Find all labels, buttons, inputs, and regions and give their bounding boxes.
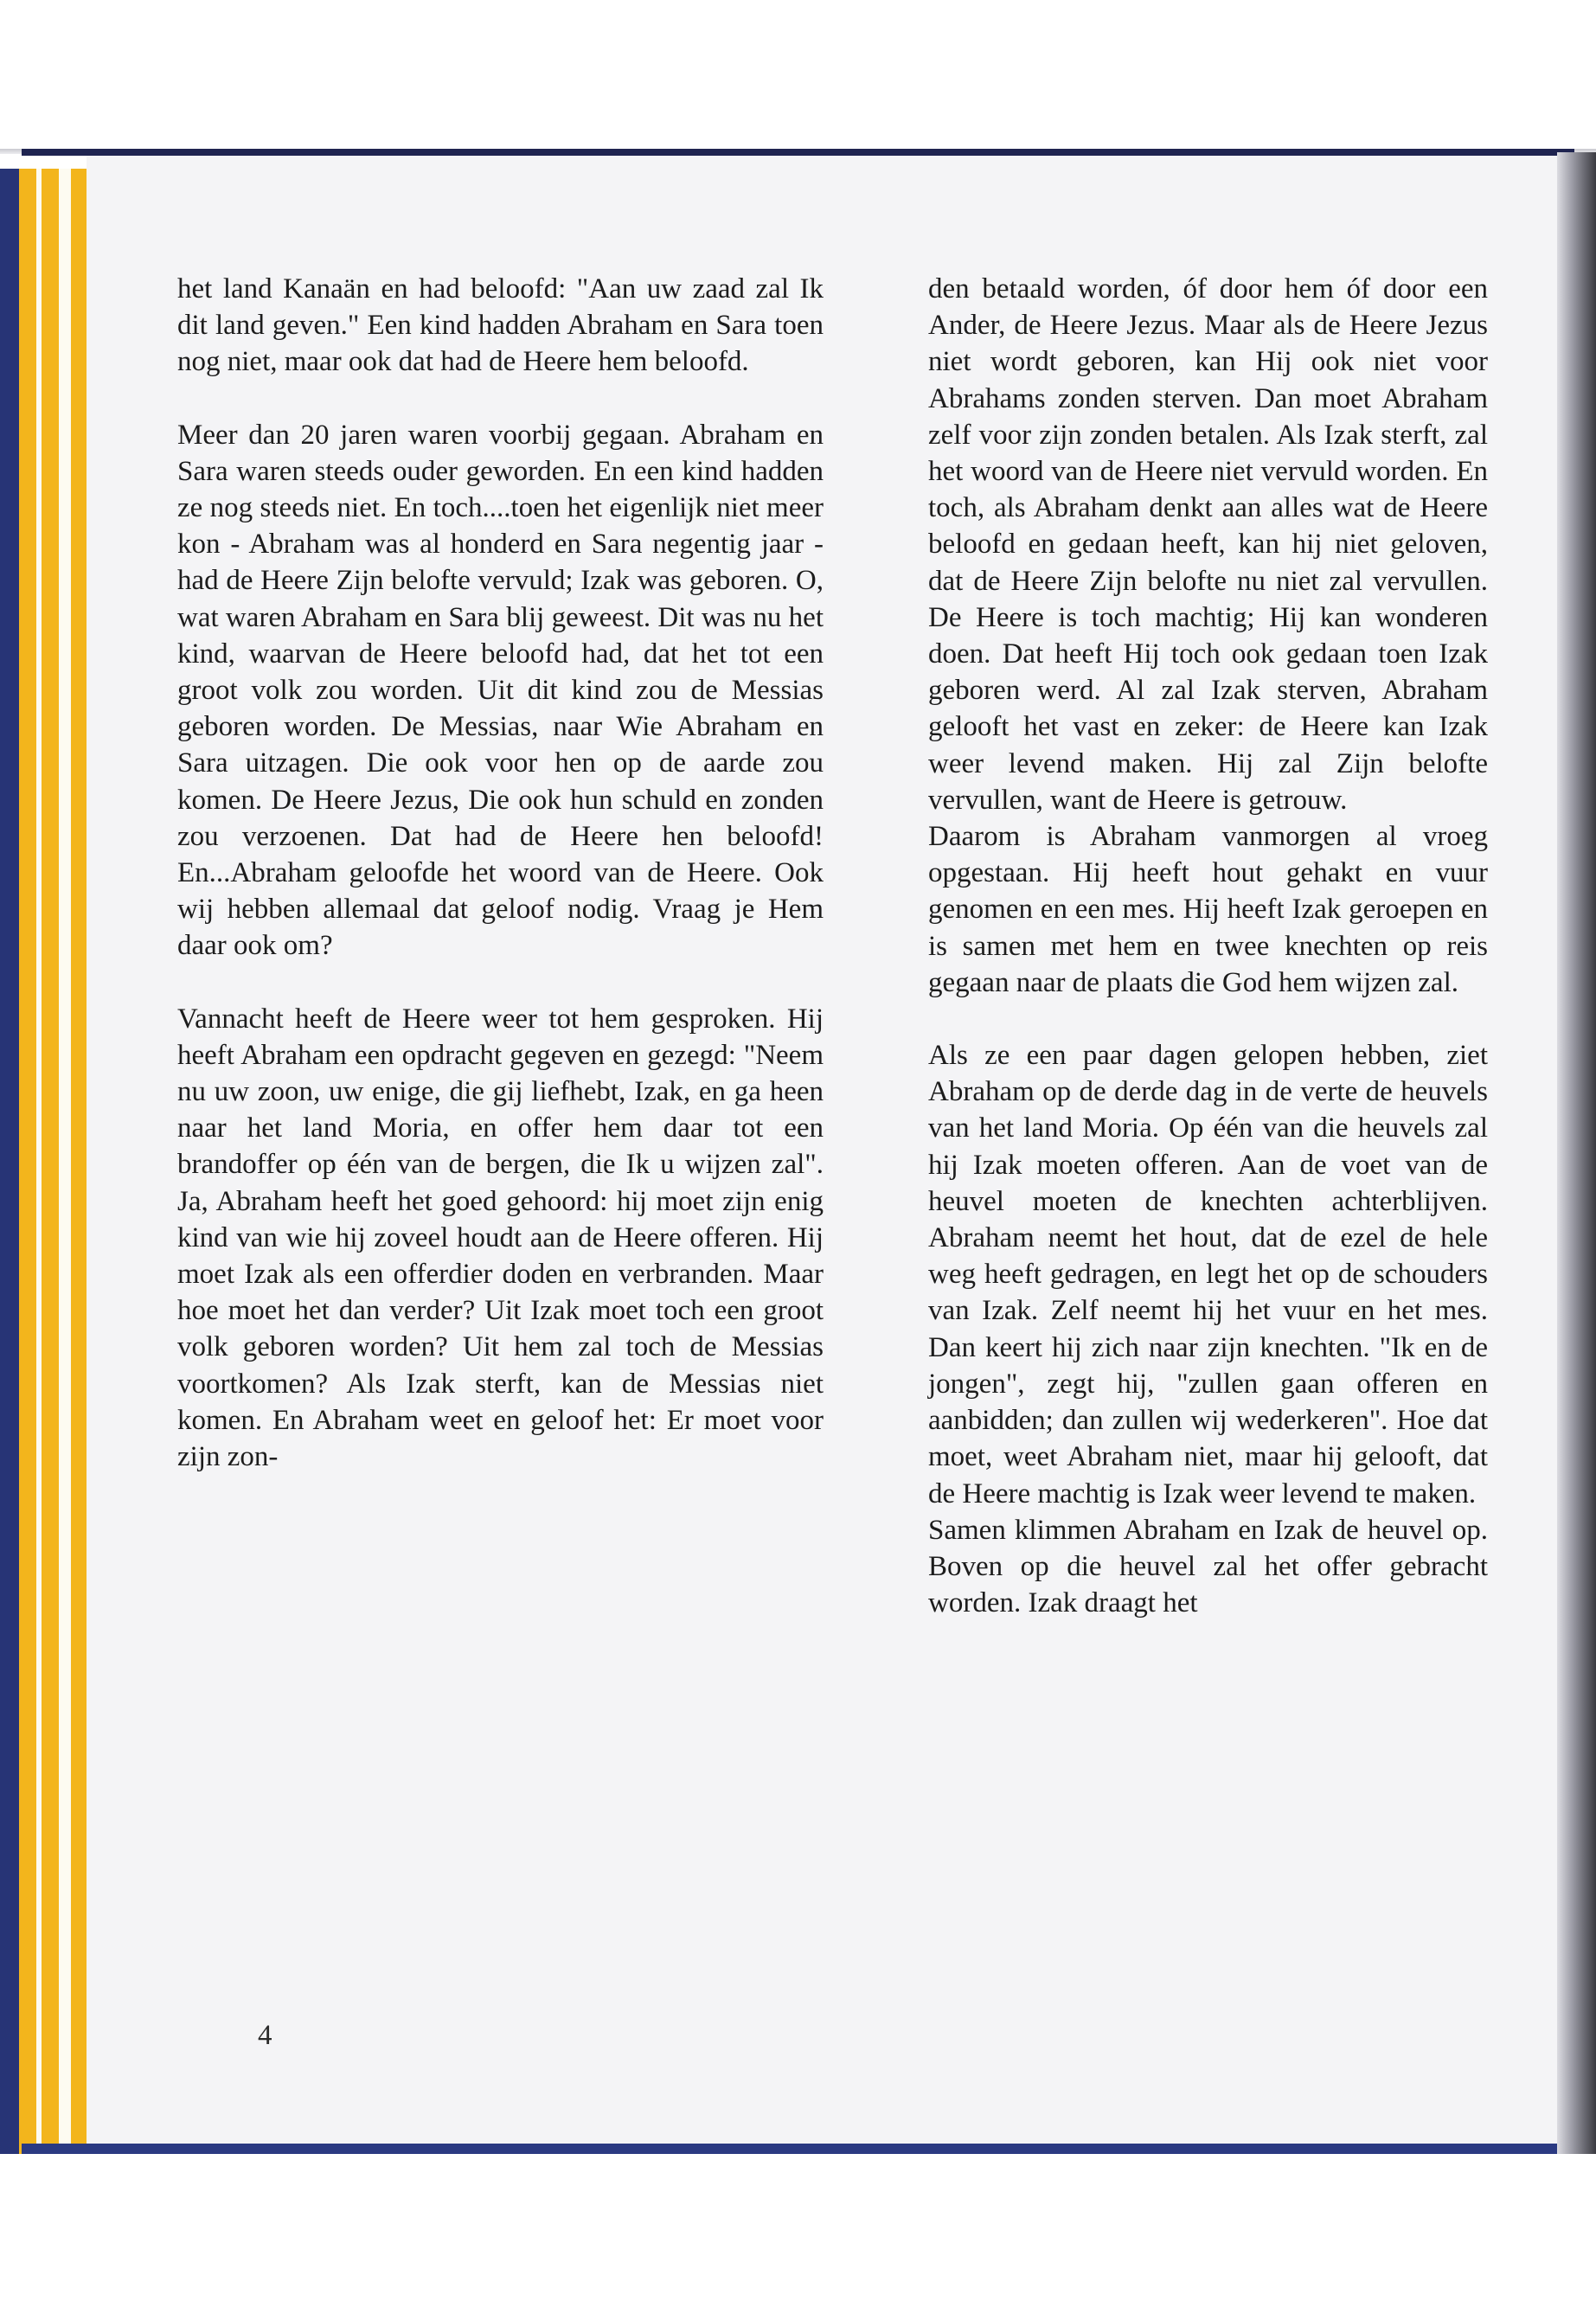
- scan-margin-bottom: [0, 2154, 1596, 2301]
- cover-edge-top: [22, 149, 1574, 156]
- paragraph: het land Kanaän en had beloofd: "Aan uw zaad zal Ik dit land geven." Een kind hadden Abraham en Sara toen nog niet, maar ook dat had de Heere hem beloofd.: [177, 273, 824, 378]
- cover-spine: [0, 169, 19, 2158]
- page-gutter-shadow: [1557, 152, 1596, 2156]
- paragraph: Daarom is Abraham vanmorgen al vroeg opgestaan. Hij heeft hout gehakt en vuur genomen en een mes. Hij heeft Izak geroepen en is samen met hem en twee knechten op reis gegaan naar de plaats die God hem wijzen zal.: [928, 821, 1488, 998]
- scan-margin-top: [0, 0, 1596, 149]
- paragraph: Vannacht heeft de Heere weer tot hem gesproken. Hij heeft Abraham een opdracht gegeven en gezegd: "Neem nu uw zoon, uw enige, die gij liefhebt, Izak, en ga heen naar het land Moria, en offer hem daar tot een brandoffer op één van de bergen, die Ik u wijzen zal". Ja, Abraham heeft het goed gehoord: hij moet zijn enig kind van wie hij zoveel houdt aan de Heere offeren. Hij moet Izak als een offerdier doden en verbranden. Maar hoe moet het dan verder? Uit Izak moet toch een groot volk geboren worden? Uit hem zal toch de Messias voortkomen? Als Izak sterft, kan de Messias niet komen. En Abraham weet en geloof het: Er moet voor zijn zon-: [177, 1003, 824, 1473]
- paragraph: Als ze een paar dagen gelopen hebben, ziet Abraham op de derde dag in de verte de heuvels van het land Moria. Op één van die heuvels zal hij Izak moeten offeren. Aan de voet van de heuvel moeten de knechten achterblijven. Abraham neemt het hout, dat de ezel de hele weg heeft gedragen, en legt het op de schouders van Izak. Zelf neemt hij het vuur en het mes. Dan keert hij zich naar zijn knechten. "Ik en de jongen", zegt hij, "zullen gaan offeren en aanbidden; dan zullen wij wederkeren". Hoe dat moet, weet Abraham niet, maar hij gelooft, dat de Heere machtig is Izak weer levend te maken.: [928, 1040, 1488, 1509]
- text-column-left: [177, 271, 824, 1475]
- page-edge-stripe: [42, 169, 59, 2154]
- paragraph: Samen klimmen Abraham en Izak de heuvel op. Boven op die heuvel zal het offer gebracht worden. Izak draagt het: [928, 1514, 1488, 1619]
- text-column-right: [928, 271, 1488, 1621]
- page-number: 4: [258, 2020, 272, 2051]
- page-edge-stripe: [19, 169, 36, 2154]
- page-edge-stripe: [71, 169, 87, 2154]
- page-edge-gap: [59, 169, 71, 2154]
- paragraph: Meer dan 20 jaren waren voorbij gegaan. Abraham en Sara waren steeds ouder geworden. En een kind hadden ze nog steeds niet. En toch....toen het eigenlijk niet meer kon - Abraham was al honderd en Sara negentig jaar - had de Heere Zijn belofte vervuld; Izak was geboren. O, wat waren Abraham en Sara blij geweest. Dit was nu het kind, waarvan de Heere beloofd had, dat het tot een groot volk zou worden. Uit dit kind zou de Messias geboren worden. De Messias, naar Wie Abraham en Sara uitzagen. Die ook voor hen op de aarde zou komen. De Heere Jezus, Die ook hun schuld en zonden zou verzoenen. Dat had de Heere hen beloofd! En...Abraham geloofde het woord van de Heere. Ook wij hebben allemaal dat geloof nodig. Vraag je Hem daar ook om?: [177, 419, 824, 962]
- paragraph: den betaald worden, óf door hem óf door een Ander, de Heere Jezus. Maar als de Heere Jezus niet wordt geboren, kan Hij ook niet voor Abrahams zonden sterven. Dan moet Abraham zelf voor zijn zonden betalen. Als Izak sterft, zal het woord van de Heere niet vervuld worden. En toch, als Abraham denkt aan alles wat de Heere beloofd en gedaan heeft, kan hij niet geloven, dat de Heere Zijn belofte nu niet zal vervullen. De Heere is toch machtig; Hij kan wonderen doen. Dat heeft Hij toch ook gedaan toen Izak geboren werd. Al zal Izak sterven, Abraham gelooft het vast en zeker: de Heere kan Izak weer levend maken. Hij zal Zijn belofte vervullen, want de Heere is getrouw.: [928, 273, 1488, 816]
